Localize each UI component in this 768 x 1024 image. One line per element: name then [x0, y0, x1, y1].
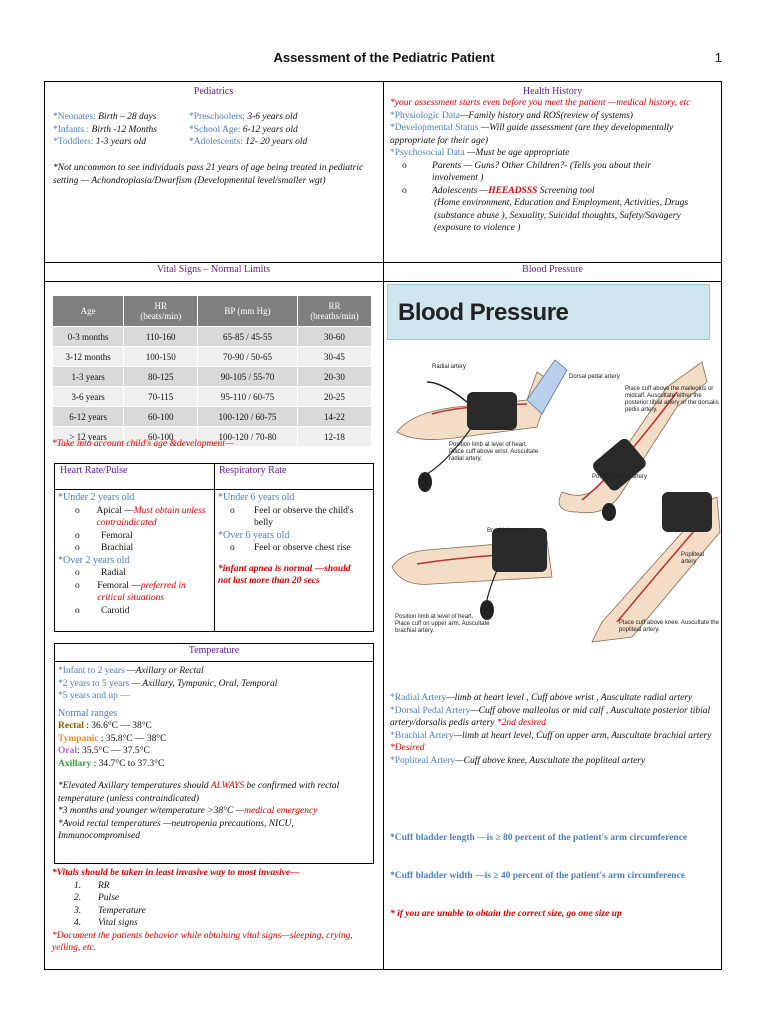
- row-divider-sub: [44, 281, 722, 282]
- over-2-label: *Over 2 years old: [58, 554, 130, 566]
- banner-text: Blood Pressure: [398, 299, 569, 326]
- blood-pressure-illustration: [387, 352, 722, 644]
- infant-temp-label: *Infant to 2 years: [58, 666, 125, 676]
- second-desired-label: *2nd desired: [496, 718, 546, 728]
- toddler-temp-label: *2 years to 5 years: [58, 678, 130, 689]
- table-row: [53, 327, 372, 347]
- oral-range: : 35.5°C — 37.5°C: [77, 746, 150, 756]
- table-cell: 14-22: [297, 407, 371, 427]
- page-number: 1: [714, 50, 722, 65]
- adolescents-label: *Adolescents:: [189, 137, 243, 147]
- table-row: [53, 347, 372, 367]
- document-behavior-note: *Document the patients behavior while obtaining vital signs—sleeping, crying, yelling, etc.: [52, 930, 353, 953]
- preschoolers-label: *Preschoolers:: [189, 112, 245, 122]
- list-item: 1. RR: [74, 880, 110, 891]
- tympanic-label: Tympanic: [58, 733, 99, 744]
- carotid-item: Carotid: [101, 605, 130, 616]
- cuff-width-note: *Cuff bladder width —is ≥ 40 percent of the patient's arm circumference: [390, 871, 686, 881]
- table-cell: 1-3 years: [53, 367, 124, 387]
- vital-signs-note: *Take into account child's age &development—: [52, 439, 234, 449]
- psycho-text: —Must be age appropriate: [464, 148, 570, 158]
- bp-artery-notes: [390, 692, 715, 767]
- psycho-label: *Psychosocial Data: [390, 148, 465, 158]
- popliteal-note-caption: Place cuff above knee. Auscultate the popliteal artery.: [619, 620, 719, 633]
- medical-emergency-label: medical emergency: [244, 806, 318, 816]
- table-cell: 30-45: [297, 347, 371, 367]
- avoid-rectal-note: *Avoid rectal temperatures —neutropenia precautions, NICU, Immunocompromised: [58, 818, 294, 841]
- feel-chest-item: Feel or observe chest rise: [254, 543, 351, 553]
- toddlers-value: 1-3 years old: [93, 137, 147, 147]
- table-cell: 70-90 / 50-65: [198, 347, 298, 367]
- blood-pressure-title: Blood Pressure: [522, 264, 583, 275]
- page-title: Assessment of the Pediatric Patient: [273, 50, 495, 65]
- table-cell: 6-12 years: [53, 407, 124, 427]
- table-cell: 3-6 years: [53, 387, 124, 407]
- table-cell: 20-25: [297, 387, 371, 407]
- size-up-note: * if you are unable to obtain the correct size, go one size up: [390, 909, 622, 919]
- vital-signs-table: [52, 295, 372, 447]
- popliteal-artery-label: *Popliteal Artery: [390, 755, 456, 766]
- dev-label: *Developmental Status: [390, 123, 479, 133]
- col-rr: RR (breaths/min): [297, 296, 371, 327]
- femoral-item: Femoral: [101, 530, 133, 541]
- radial-item: Radial: [101, 568, 126, 578]
- apical-item: [85, 505, 213, 530]
- brachial-artery-label: *Brachial Artery: [390, 730, 454, 741]
- oral-label: Oral: [58, 746, 77, 756]
- axillary-label: Axillary: [58, 758, 92, 769]
- col-age: Age: [53, 296, 124, 327]
- infants-value: Birth -12 Months: [89, 124, 157, 135]
- pulse-resp-header-line: [54, 489, 374, 490]
- list-item-text: Temperature: [98, 905, 146, 916]
- resp-rate-title: Respiratory Rate: [219, 465, 287, 476]
- table-cell: 90-105 / 55-70: [198, 367, 298, 387]
- apical-note: Must obtain unless contraindicated: [96, 505, 206, 528]
- table-row: [53, 407, 372, 427]
- health-history-title: Health History: [522, 86, 583, 97]
- dorsal-artery-caption: Dorsal pedal artery: [569, 374, 620, 380]
- over-6-label: *Over 6 years old: [218, 529, 290, 541]
- parents-bullet: Parents — Guns? Other Children?- (Tells you about their involvement ): [432, 160, 652, 183]
- arm-radial-figure: [397, 360, 567, 492]
- ages-left: [53, 111, 193, 149]
- table-cell: 20-30: [297, 367, 371, 387]
- infants-label: *Infants :: [53, 124, 90, 135]
- table-cell: 12-18: [297, 427, 371, 447]
- tympanic-range: : 35.8°C — 38°C: [98, 733, 167, 744]
- adolescents-value: 12- 20 years old: [242, 137, 308, 147]
- list-item: 4. Vital signs: [74, 918, 138, 928]
- axillary-range: : 34.7°C to 37.3°C: [91, 758, 165, 769]
- elevated-pre: *Elevated Axillary temperatures should: [58, 781, 211, 791]
- school-age-value: 6-12 years old: [240, 124, 298, 135]
- table-cell: 100-120 / 60-75: [198, 407, 298, 427]
- col-bp: BP (mm Hg): [198, 296, 298, 327]
- list-item: 3. Temperature: [74, 905, 146, 916]
- adolescents-post: Screening tool: [537, 185, 595, 196]
- under-6-label: *Under 6 years old: [218, 492, 295, 503]
- column-divider: [383, 81, 384, 970]
- desired-label: *Desired: [390, 743, 425, 753]
- heeadsss-label: HEEADSSS: [488, 185, 538, 196]
- list-item-text: RR: [98, 880, 110, 891]
- table-cell: 65-85 / 45-55: [198, 327, 298, 347]
- history-intro: *your assessment starts even before you meet the patient —medical history, etc: [390, 98, 691, 108]
- toddler-temp-text: — Axillary, Tympanic, Oral, Temporal: [129, 678, 278, 689]
- preschoolers-value: 3-6 years old: [244, 112, 298, 122]
- rectal-range: : 36.6°C — 38°C: [83, 721, 152, 731]
- toddlers-label: *Toddlers:: [53, 137, 94, 147]
- table-cell: 80-125: [124, 367, 198, 387]
- dorsal-artery-label: *Dorsal Pedal Artery: [390, 705, 471, 716]
- row-divider-top: [44, 262, 722, 263]
- health-history-body: *your assessment starts even before you meet the patient —medical history, etc *Physiologic Data—Family history and ROS(review of systems) *Developmental Status —Will guide assessment (are they developmentally appropriate for their age) *Psychosocial Data —Must be age appropriate o Parents — Guns? Other Children?- (Tells you about their involvement ) o Adolescents —HEEADSSS Screening tool (Home environment, Education and Employment, Activities, Drugs (substance abuse ), Sexuality, Suicidal thoughts, Safety/Savagery (exposure to violence ): [390, 97, 715, 235]
- dorsal-note-caption: Place cuff above the malleolus or midcalf. Auscultate either the posterior tibial artery or the dorsalis pedis artery.: [625, 386, 719, 413]
- table-cell: 0-3 months: [53, 327, 124, 347]
- blood-pressure-banner: [387, 284, 710, 340]
- vital-signs-title: Vital Signs – Normal Limits: [156, 264, 271, 275]
- apical-label: Apical —: [96, 505, 134, 516]
- dev-text: —Will guide assessment (are they developmentally appropriate for their age): [390, 123, 674, 146]
- table-cell: 30-60: [297, 327, 371, 347]
- table-cell: 60-100: [124, 427, 198, 447]
- physio-text: —Family history and ROS(review of systems): [459, 110, 633, 121]
- list-item-text: Vital signs: [98, 918, 138, 928]
- table-row: [53, 387, 372, 407]
- femoral2-note: preferred in critical situations: [97, 580, 186, 603]
- three-months-note: [58, 805, 370, 818]
- neonates-label: *Neonates:: [53, 112, 96, 122]
- elevated-post: be confirmed with rectal temperature (unless contraindicated): [58, 781, 340, 804]
- col-hr: HR (beats/min): [124, 296, 198, 327]
- temperature-body: [58, 665, 370, 843]
- femoral2-label: Femoral —: [97, 580, 141, 591]
- table-cell: 3-12 months: [53, 347, 124, 367]
- temperature-title: Temperature: [188, 645, 240, 656]
- temperature-header-line: [54, 661, 374, 662]
- table-cell: > 12 years: [53, 427, 124, 447]
- arm-brachial-figure: [392, 528, 552, 620]
- apnea-note: *infant apnea is normal —should not last more than 20 secs: [218, 563, 351, 586]
- normal-ranges-label: Normal ranges: [58, 707, 118, 719]
- brachial-note-caption: Position limb at level of heart. Place cuff on upper arm. Auscultate brachial artery.: [395, 614, 490, 634]
- heeadsss-detail: (Home environment, Education and Employment, Activities, Drugs (substance abuse ), Sexuality, Suicidal thoughts, Safety/Savagery (exposure to violence ): [434, 198, 689, 233]
- ages-right: [189, 111, 379, 149]
- resp-rate-body: *Under 6 years old o Feel or observe the child's belly *Over 6 years old o Feel or observe chest rise *infant apnea is normal —should not last more than 20 secs: [218, 492, 370, 588]
- table-cell: 70-115: [124, 387, 198, 407]
- popliteal-artery-text: —Cuff above knee, Auscultate the popliteal artery: [455, 755, 646, 766]
- vitals-order-title: *Vitals should be taken in least invasive way to most invasive—: [52, 868, 300, 878]
- radial-artery-label: *Radial Artery: [390, 693, 447, 703]
- femoral2-item: [85, 580, 213, 605]
- three-months-pre: *3 months and younger w/temperature >38°C —: [58, 806, 245, 816]
- adolescents-bullet: [416, 185, 595, 198]
- rectal-label: Rectal: [58, 721, 84, 731]
- posterior-artery-caption: Posterior tibial artery: [592, 474, 648, 480]
- pediatrics-title: Pediatrics: [193, 86, 234, 97]
- feel-belly-item: Feel or observe the child's belly: [254, 505, 354, 528]
- school-age-label: *School Age:: [189, 124, 241, 135]
- list-item-text: Pulse: [98, 893, 120, 903]
- vitals-order: [52, 867, 372, 955]
- table-cell: 100-150: [124, 347, 198, 367]
- infant-temp-text: —Axillary or Rectal: [124, 666, 204, 676]
- neonates-value: Birth – 28 days: [95, 112, 157, 122]
- radial-artery-text: —limb at heart level , Cuff above wrist , Auscultate radial artery: [446, 693, 693, 703]
- physio-label: *Physiologic Data: [390, 110, 460, 121]
- list-item: 2. Pulse: [74, 893, 120, 903]
- radial-artery-caption: Radial artery: [432, 364, 467, 370]
- brachial-artery-text: —limb at heart level, Cuff on upper arm, Auscultate brachial artery: [453, 730, 712, 741]
- adolescents-pre: Adolescents —: [432, 185, 489, 196]
- heart-rate-title: Heart Rate/Pulse: [60, 465, 128, 476]
- table-cell: 95-110 / 60-75: [198, 387, 298, 407]
- cuff-length-note: *Cuff bladder length —is ≥ 80 percent of the patient's arm circumference: [390, 833, 688, 843]
- radial-note-caption: Position limb at level of heart. Place cuff above wrist. Auscultate radial artery.: [449, 442, 539, 462]
- heart-rate-body: *Under 2 years old o Apical —Must obtain unless contraindicated o Femoral o Brachial *Over 2 years old o Radial o Femoral —preferred in critical situations o Carotid: [58, 492, 213, 617]
- table-row: [53, 367, 372, 387]
- always-label: ALWAYS: [210, 781, 245, 791]
- pediatrics-note: *Not uncommon to see individuals pass 21 years of age being treated in pediatric setting — Achondroplasia/Dwarfism (Developmental level/smaller wgt): [53, 163, 364, 186]
- elevated-note: [58, 780, 370, 805]
- under-2-label: *Under 2 years old: [58, 492, 135, 503]
- table-cell: 60-100: [124, 407, 198, 427]
- five-up-label: *5 years and up —: [58, 691, 130, 701]
- table-cell: 100-120 / 70-80: [198, 427, 298, 447]
- brachial-item: Brachial: [101, 543, 134, 553]
- dorsal-artery-text: —Cuff above malleolus or mid calf , Auscultate posterior tibial artery/dorsalis pedis artery: [390, 705, 711, 728]
- popliteal-artery-caption: Popliteal artery: [681, 552, 705, 565]
- table-cell: 110-160: [124, 327, 198, 347]
- brachial-artery-caption: Brachial artery: [487, 528, 526, 534]
